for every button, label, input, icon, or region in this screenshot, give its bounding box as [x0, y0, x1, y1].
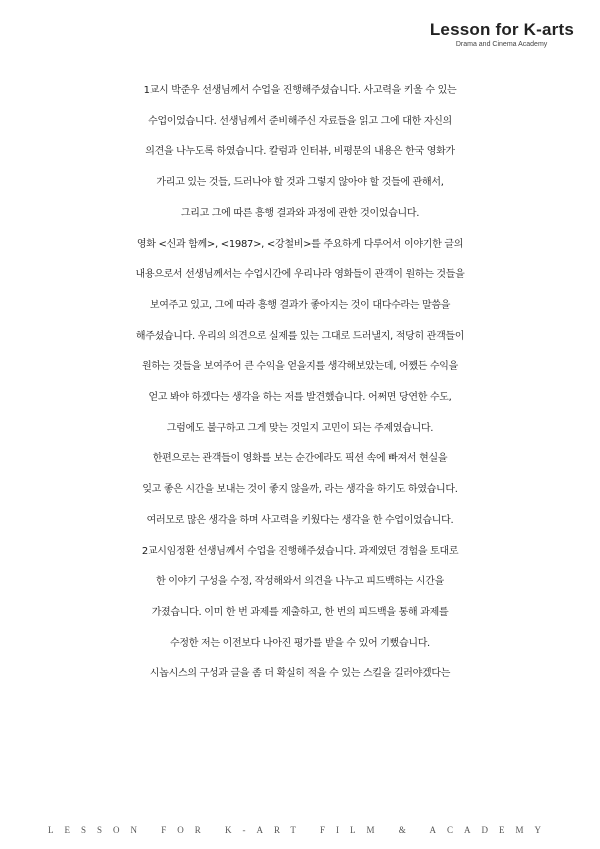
text-line: 수업이었습니다. 선생님께서 준비해주신 자료들을 읽고 그에 대한 자신의 — [148, 115, 452, 127]
text-line: 그리고 그에 따른 흥행 결과와 과정에 관한 것이었습니다. — [180, 207, 420, 219]
text-line: 보여주고 있고, 그에 따라 흥행 결과가 좋아지는 것이 대다수라는 말씀을 — [149, 299, 451, 311]
text-line: 수정한 저는 이전보다 나아진 평가를 받을 수 있어 기뻤습니다. — [170, 637, 430, 649]
text-line: 한편으로는 관객들이 영화를 보는 순간에라도 픽션 속에 빠져서 현실을 — [152, 453, 448, 465]
brand-logo — [430, 20, 574, 49]
text-line: 의견을 나누도록 하였습니다. 칼럼과 인터뷰, 비평문의 내용은 한국 영화가 — [145, 146, 455, 158]
text-line: 1교시 박준우 선생님께서 수업을 진행해주셨습니다. 사고력을 키울 수 있는 — [143, 85, 457, 96]
text-line: 잊고 좋은 시간을 보내는 것이 좋지 않을까, 라는 생각을 하기도 하였습니다. — [142, 484, 458, 496]
brand-title: Lesson for K-arts — [429, 20, 574, 39]
text-line: 2교시임정환 선생님께서 수업을 진행해주셨습니다. 과제였던 경험을 토대로 — [141, 545, 459, 557]
text-line: 내용으로서 선생님께서는 수업시간에 우리나라 영화들이 관객이 원하는 것들을 — [135, 269, 465, 281]
text-line: 얻고 봐야 하겠다는 생각을 하는 저를 발견했습니다. 어쩌면 당연한 수도, — [148, 392, 452, 404]
brand-subtitle: Drama and Cinema Academy — [455, 41, 548, 48]
text-line: 해주셨습니다. 우리의 의견으로 실제를 있는 그대로 드러낼지, 적당히 관객들이 — [135, 330, 465, 342]
text-line: 여러모로 많은 생각을 하며 사고력을 키웠다는 생각을 한 수업이었습니다. — [146, 514, 454, 526]
text-line: 원하는 것들을 보여주어 큰 수익을 얻을지를 생각해보았는데, 어쨌든 수익을 — [141, 361, 459, 373]
footer-tagline: LESSON FOR K-ART FILM & ACADEMY — [47, 825, 553, 835]
text-line: 그럼에도 불구하고 그게 맞는 것일지 고민이 되는 주제였습니다. — [166, 422, 434, 434]
text-line: 한 이야기 구성을 수정, 작성해와서 의견을 나누고 피드백하는 시간을 — [156, 576, 444, 588]
text-line: 가졌습니다. 이미 한 번 과제를 제출하고, 한 번의 피드백을 통해 과제를 — [151, 606, 449, 618]
text-line: 가리고 있는 것들, 드러나야 할 것과 그렇지 않아야 할 것들에 관해서, — [156, 177, 444, 189]
article-body — [0, 76, 600, 690]
text-line: 영화 <신과 함께>, <1987>, <강철비>를 주요하게 다루어서 이야기한 글의 — [136, 238, 464, 250]
text-line: 시놉시스의 구성과 글을 좀 더 확실히 적을 수 있는 스킬을 길러야겠다는 — [149, 668, 451, 680]
